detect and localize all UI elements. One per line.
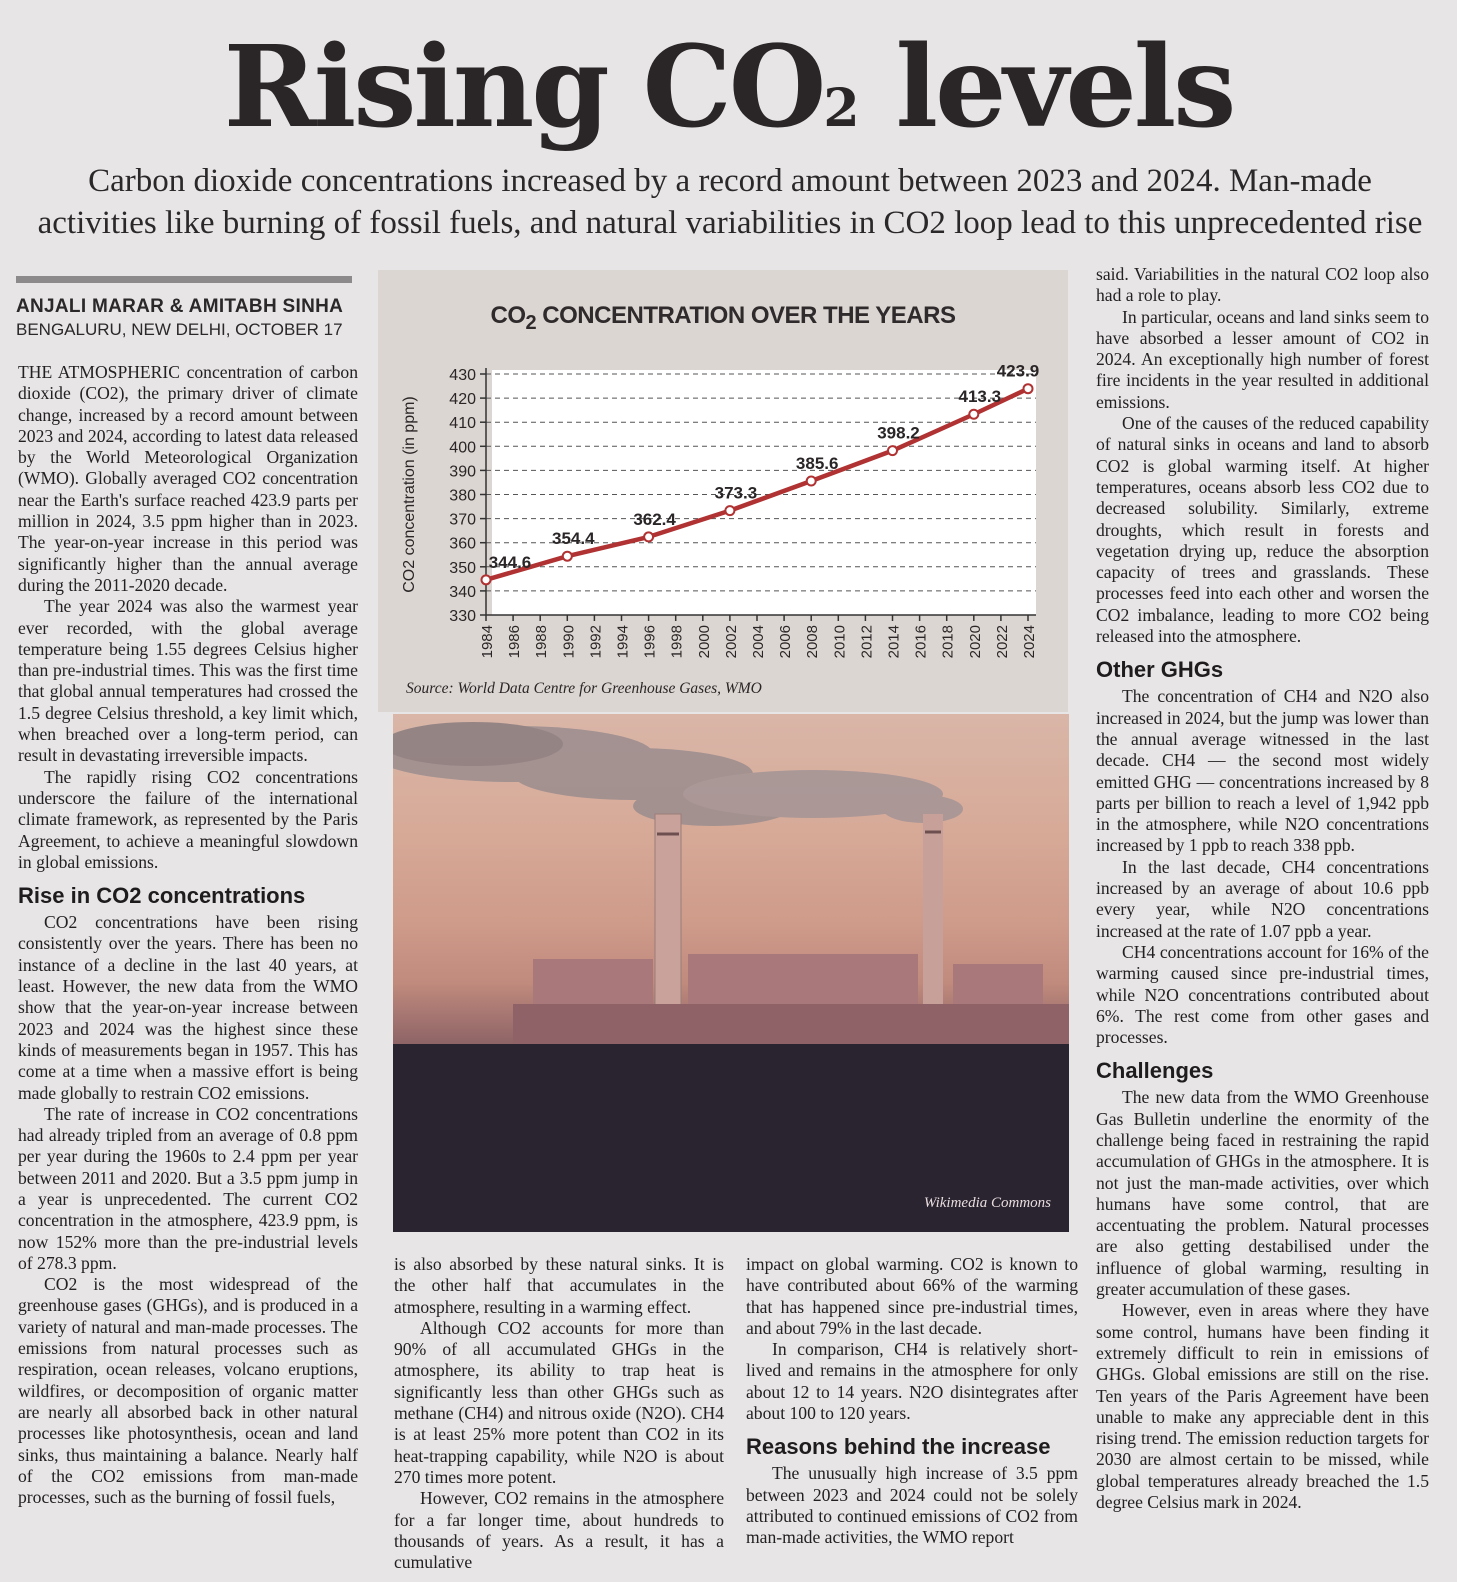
byline-rule bbox=[16, 276, 352, 283]
column-3 bbox=[746, 1254, 1078, 1549]
x-tick-label: 2006 bbox=[777, 625, 795, 659]
data-label: 398.2 bbox=[877, 423, 920, 443]
subheading: Other GHGs bbox=[1096, 657, 1224, 683]
y-tick-label: 430 bbox=[449, 367, 476, 384]
dateline: BENGALURU, NEW DELHI, OCTOBER 17 bbox=[16, 320, 343, 339]
data-label: 413.3 bbox=[958, 387, 1002, 407]
data-point bbox=[807, 477, 816, 486]
y-tick-label: 380 bbox=[449, 487, 476, 505]
paragraph: said. Variabilities in the natural CO2 loop also had a role to play. bbox=[1096, 264, 1429, 306]
plant-buildings bbox=[513, 954, 1069, 1044]
paragraph: CO2 concentrations have been rising consistently over the years. There has been no instance of a decline in the last 40 years, at least. However, the new data from the WMO show that the year-on-year increase between 2023 and 2024 was the highest since these kinds of measurements began in 1957. This has come at a time when a massive effort is being made globally to restrain CO2 emissions. bbox=[18, 912, 358, 1103]
paragraph: CO2 is the most widespread of the greenhouse gases (GHGs), and is produced in a variety of natural and man-made processes. The emissions from natural processes such as respiration, ocean releases, volcano eruptions, wildfires, or decomposition of organic matter are nearly all absorbed back in other natural processes like photosynthesis, ocean and land sinks, thus maintaining a balance. Nearly half of the CO2 emissions from man-made processes, such as the burning of fossil fuels, bbox=[18, 1274, 358, 1508]
subheading: Challenges bbox=[1096, 1058, 1214, 1084]
x-tick-label: 2014 bbox=[885, 625, 903, 659]
subheading: Reasons behind the increase bbox=[746, 1434, 1051, 1460]
x-tick-label: 1990 bbox=[560, 625, 578, 659]
x-tick-label: 1994 bbox=[614, 625, 632, 659]
paragraph: The unusually high increase of 3.5 ppm between 2023 and 2024 could not be solely attributed to continued emissions of CO2 from man-made activities, the WMO report bbox=[746, 1463, 1078, 1548]
paragraph: In comparison, CH4 is relatively short-lived and remains in the atmosphere for only about 12 to 14 years. N2O disintegrates after about 100 to 120 years. bbox=[746, 1339, 1078, 1424]
y-tick-label: 330 bbox=[449, 608, 476, 625]
chart-title: $CO_2$ CONCENTRATION OVER THE YEARS bbox=[490, 302, 956, 334]
headline: Rising CO2 levels bbox=[223, 22, 1234, 153]
column-1 bbox=[18, 362, 358, 1508]
x-tick-label: 2016 bbox=[912, 625, 930, 659]
y-tick-label: 390 bbox=[449, 463, 476, 481]
data-label: 373.3 bbox=[714, 483, 758, 503]
power-plant-photo bbox=[393, 714, 1069, 1232]
x-tick-label: 2012 bbox=[858, 625, 876, 659]
smoke-plumes bbox=[393, 722, 963, 826]
y-axis-label: CO2 concentration (in ppm) bbox=[401, 396, 418, 593]
x-tick-label: 2002 bbox=[722, 625, 740, 659]
data-label: 385.6 bbox=[795, 454, 839, 474]
paragraph: impact on global warming. CO2 is known to have contributed about 66% of the warming that has happened since pre-industrial times, and about 79% in the last decade. bbox=[746, 1254, 1078, 1338]
paragraph: One of the causes of the reduced capability of natural sinks in oceans and land to absorb CO2 is global warming itself. At higher temperatures, oceans absorb less CO2 due to decreased solubility. Similarly, extreme droughts, which result in forests and vegetation drying up, reduce the absorption capacity of trees and grasslands. These processes feed into each other and worsen the CO2 imbalance, leading to more CO2 being released into the atmosphere. bbox=[1096, 413, 1429, 647]
y-tick-label: 420 bbox=[449, 391, 476, 409]
column-4 bbox=[1096, 264, 1429, 1513]
paragraph: The new data from the WMO Greenhouse Gas Bulletin underline the enormity of the challenge being faced in restraining the rapid accumulation of GHGs in the atmosphere. It is not just the man-made activities, over which humans have some control, that are accentuating the problem. Natural processes are also getting destabilised under the influence of global warming, resulting in greater accumulation of these gases. bbox=[1096, 1087, 1429, 1300]
paragraph: is also absorbed by these natural sinks. It is the other half that accumulates in the atmosphere, resulting in a warming effect. bbox=[394, 1254, 724, 1317]
data-point bbox=[482, 575, 491, 584]
x-tick-label: 1998 bbox=[668, 625, 686, 659]
y-tick-label: 410 bbox=[449, 415, 476, 433]
y-tick-label: 360 bbox=[449, 535, 476, 553]
paragraph: CH4 concentrations account for 16% of the warming caused since pre-industrial times, while N2O concentrations contributed about 6%. The rest come from other gases and processes. bbox=[1096, 941, 1429, 1048]
data-label: 354.4 bbox=[552, 529, 595, 549]
x-tick-label: 2020 bbox=[966, 625, 984, 659]
chart-source: Source: World Data Centre for Greenhouse Gases, WMO bbox=[406, 680, 762, 697]
y-tick-label: 340 bbox=[449, 583, 476, 601]
data-point bbox=[1024, 384, 1033, 393]
y-tick-label: 400 bbox=[449, 439, 476, 457]
paragraph: In the last decade, CH4 concentrations increased by an average of about 10.6 ppb every year, while N2O concentrations increased at the rate of 1.07 ppb a year. bbox=[1096, 856, 1429, 941]
y-tick-label: 370 bbox=[449, 511, 476, 529]
paragraph: The rapidly rising CO2 concentrations underscore the failure of the international climate framework, as represented by the Paris Agreement, to achieve a meaningful slowdown in global emissions. bbox=[18, 766, 358, 872]
data-point bbox=[644, 532, 653, 541]
subheading: Rise in CO2 concentrations bbox=[18, 883, 306, 909]
data-label: 344.6 bbox=[488, 552, 532, 572]
data-point bbox=[969, 410, 978, 419]
power-plant-illustration bbox=[393, 714, 1069, 1232]
x-tick-label: 1984 bbox=[479, 625, 496, 659]
photo-credit: Wikimedia Commons bbox=[923, 1195, 1051, 1211]
co2-chart bbox=[378, 270, 1068, 712]
deck: Carbon dioxide concentrations increased by a record amount between 2023 and 2024. Man-made activities like burning of fossil fuels, and natural variabilities in CO2 loop lead to this unprecedented rise bbox=[37, 163, 1423, 241]
paragraph: However, even in areas where they have some control, humans have been finding it extremely difficult to rein in emissions of GHGs. Global emissions are still on the rise. Ten years of the Paris Agreement have been unable to make any appreciable dent in this rising trend. The emission reduction targets for 2030 are almost certain to be missed, while global temperatures already breached the 1.5 degree Celsius mark in 2024. bbox=[1096, 1300, 1429, 1513]
paragraph: Although CO2 accounts for more than 90% of all accumulated GHGs in the atmosphere, its ability to trap heat is significantly less than other GHGs such as methane (CH4) and nitrous oxide (N2O). CH4 is at least 25% more potent than CO2 in its heat-trapping capability, while N2O is about 270 times more potent. bbox=[394, 1317, 724, 1487]
data-point bbox=[725, 506, 734, 515]
paragraph: The rate of increase in CO2 concentrations had already tripled from an average of 0.8 ppm per year during the 1960s to 2.4 ppm per year between 2011 and 2020. But a 3.5 ppm jump in a year is unprecedented. The current CO2 concentration in the atmosphere, 423.9 ppm, is now 152% more than the pre-industrial levels of 278.3 ppm. bbox=[18, 1103, 358, 1273]
x-tick-label: 2008 bbox=[804, 625, 822, 659]
x-tick-label: 1996 bbox=[641, 625, 659, 659]
paragraph: In particular, oceans and land sinks seem to have absorbed a lesser amount of CO2 in 2024. An exceptionally high number of forest fire incidents in the year resulted in additional emissions. bbox=[1096, 306, 1429, 412]
data-point bbox=[563, 552, 572, 561]
y-tick-label: 350 bbox=[449, 559, 476, 577]
x-tick-label: 1986 bbox=[506, 625, 524, 659]
x-tick-label: 2018 bbox=[939, 625, 957, 659]
paragraph: The year 2024 was also the warmest year ever recorded, with the global average temperature being 1.55 degrees Celsius higher than pre-industrial times. This was the first time that global annual temperatures had crossed the 1.5 degree Celsius threshold, a key limit which, when breached over a long-term period, can result in devastating irreversible impacts. bbox=[18, 596, 358, 766]
x-tick-label: 2022 bbox=[993, 625, 1011, 659]
x-tick-label: 2010 bbox=[831, 625, 849, 659]
paragraph: The concentration of CH4 and N2O also increased in 2024, but the jump was lower than the annual average witnessed in the last decade. CH4 — the second most widely emitted GHG — concentrations increased by 8 parts per billion to reach a level of 1,942 ppb in the atmosphere, while N2O concentrations increased by 1 ppb to reach 338 ppb. bbox=[1096, 686, 1429, 856]
x-tick-label: 2024 bbox=[1021, 625, 1038, 659]
chart-plot bbox=[378, 270, 1068, 712]
plot-area bbox=[492, 370, 1036, 615]
x-tick-label: 1992 bbox=[587, 625, 605, 659]
x-tick-label: 2004 bbox=[750, 625, 767, 659]
paragraph: THE ATMOSPHERIC concentration of carbon dioxide (CO2), the primary driver of climate change, increased by a record amount between 2023 and 2024, according to latest data released by the World Meteorological Organization (WMO). Globally averaged CO2 concentration near the Earth's surface reached 423.9 parts per million in 2024, 3.5 ppm higher than in 2023. The year-on-year increase in this period was significantly higher than the annual average during the 2011-2020 decade. bbox=[18, 362, 358, 595]
data-label: 362.4 bbox=[633, 509, 676, 529]
x-tick-label: 2000 bbox=[695, 625, 713, 659]
column-2 bbox=[394, 1254, 724, 1573]
byline: ANJALI MARAR & AMITABH SINHA bbox=[16, 296, 344, 317]
paragraph: However, CO2 remains in the atmosphere for a far longer time, about hundreds to thousands of years. As a result, it has a cumulative bbox=[394, 1488, 724, 1573]
data-point bbox=[888, 446, 897, 455]
data-label: 423.9 bbox=[996, 361, 1040, 381]
x-tick-label: 1988 bbox=[533, 625, 551, 659]
